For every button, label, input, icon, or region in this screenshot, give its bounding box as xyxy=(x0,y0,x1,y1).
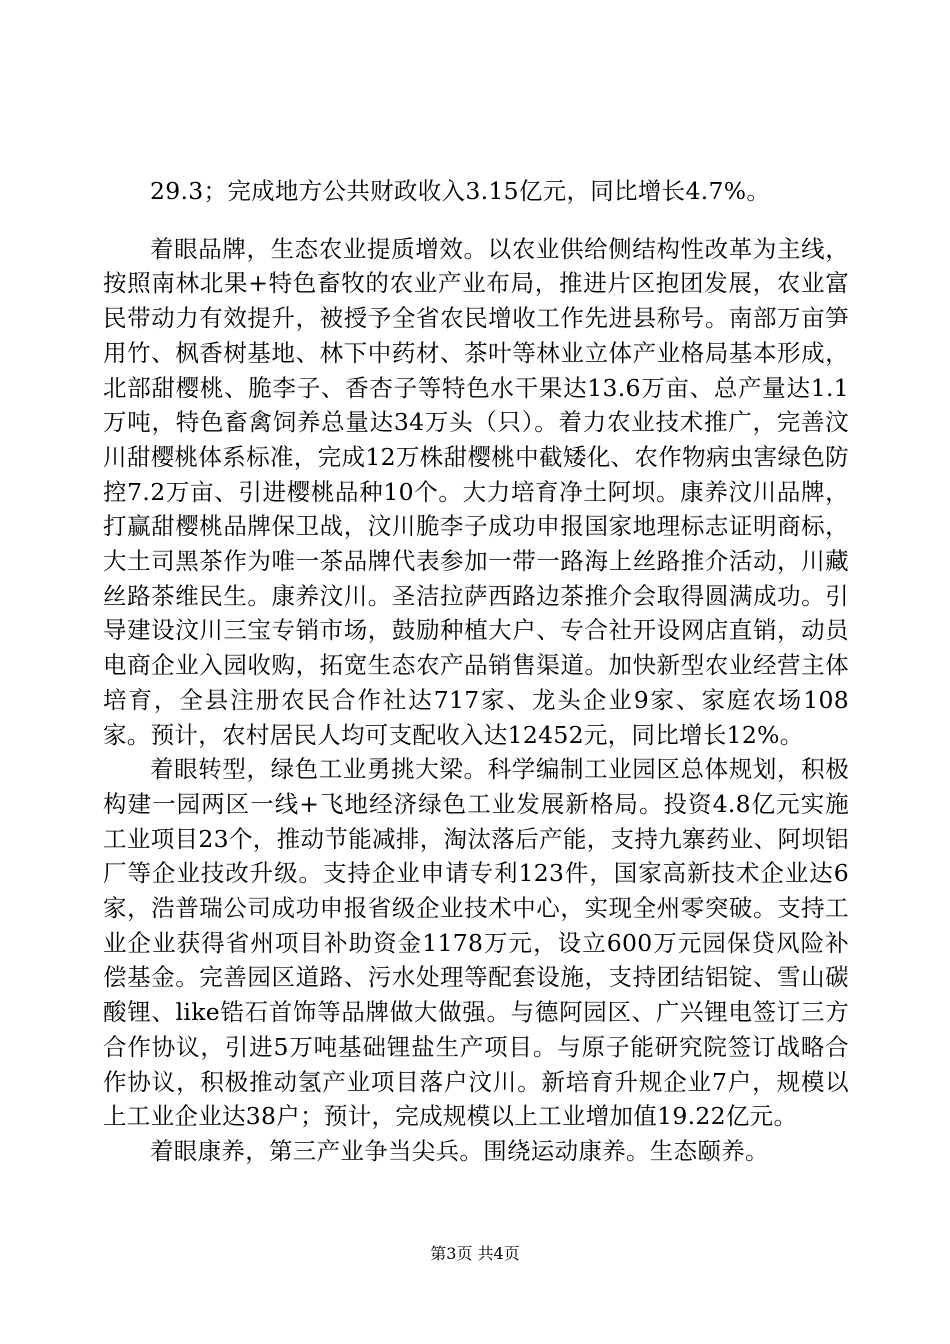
page-footer: 第3页 共4页 xyxy=(430,1244,520,1263)
paragraph-3: 着眼转型，绿色工业勇挑大梁。科学编制工业园区总体规划，积极构建一园两区一线+飞地经济绿色工业发展新格局。投资4.8亿元实施工业项目23个，推动节能减排，淘汰落后产能，支持九寨药业、阿坝铝厂等企业技改升级。支持企业申请专利123件，国家高新技术企业达6家，浩普瑞公司成功申报省级企业技术中心，实现全州零突破。支持工业企业获得省州项目补助资金1178万元，设立600万元园保贷风险补偿基金。完善园区道路、污水处理等配套设施，支持团结铝锭、雪山碳酸锂、like锆石首饰等品牌做大做强。与德阿园区、广兴锂电签订三方合作协议，引进5万吨基础锂盐生产项目。与原子能研究院签订战略合作协议，积极推动氢产业项目落户汶川。新培育升规企业7户，规模以上工业企业达38户；预计，完成规模以上工业增加值19.22亿元。 xyxy=(103,755,849,1131)
paragraph-1: 29.3；完成地方公共财政收入3.15亿元，同比增长4.7%。 xyxy=(150,177,771,205)
document-body xyxy=(103,174,849,1169)
paragraph-2: 着眼品牌，生态农业提质增效。以农业供给侧结构性改革为主线，按照南林北果+特色畜牧的农业产业布局，推进片区抱团发展，农业富民带动力有效提升，被授予全省农民增收工作先进县称号。南部万亩笋用竹、枫香树基地、林下中药材、茶叶等林业立体产业格局基本形成，北部甜樱桃、脆李子、香杏子等特色水干果达13.6万亩、总产量达1.1万吨，特色畜禽饲养总量达34万头（只）。着力农业技术推广，完善汶川甜樱桃体系标准，完成12万株甜樱桃中截矮化、农作物病虫害绿色防控7.2万亩、引进樱桃品种10个。大力培育净土阿坝。康养汶川品牌，打赢甜樱桃品牌保卫战，汶川脆李子成功申报国家地理标志证明商标，大土司黑茶作为唯一茶品牌代表参加一带一路海上丝路推介活动，川藏丝路茶维民生。康养汶川。圣洁拉萨西路边茶推介会取得圆满成功。引导建设汶川三宝专销市场，鼓励种植大户、专合社开设网店直销，动员电商企业入园收购，拓宽生态农产品销售渠道。加快新型农业经营主体培育，全县注册农民合作社达717家、龙头企业9家、家庭农场108家。预计，农村居民人均可支配收入达12452元，同比增长12%。 xyxy=(103,234,849,749)
paragraph-4: 着眼康养，第三产业争当尖兵。围绕运动康养。生态颐养。 xyxy=(150,1136,769,1165)
